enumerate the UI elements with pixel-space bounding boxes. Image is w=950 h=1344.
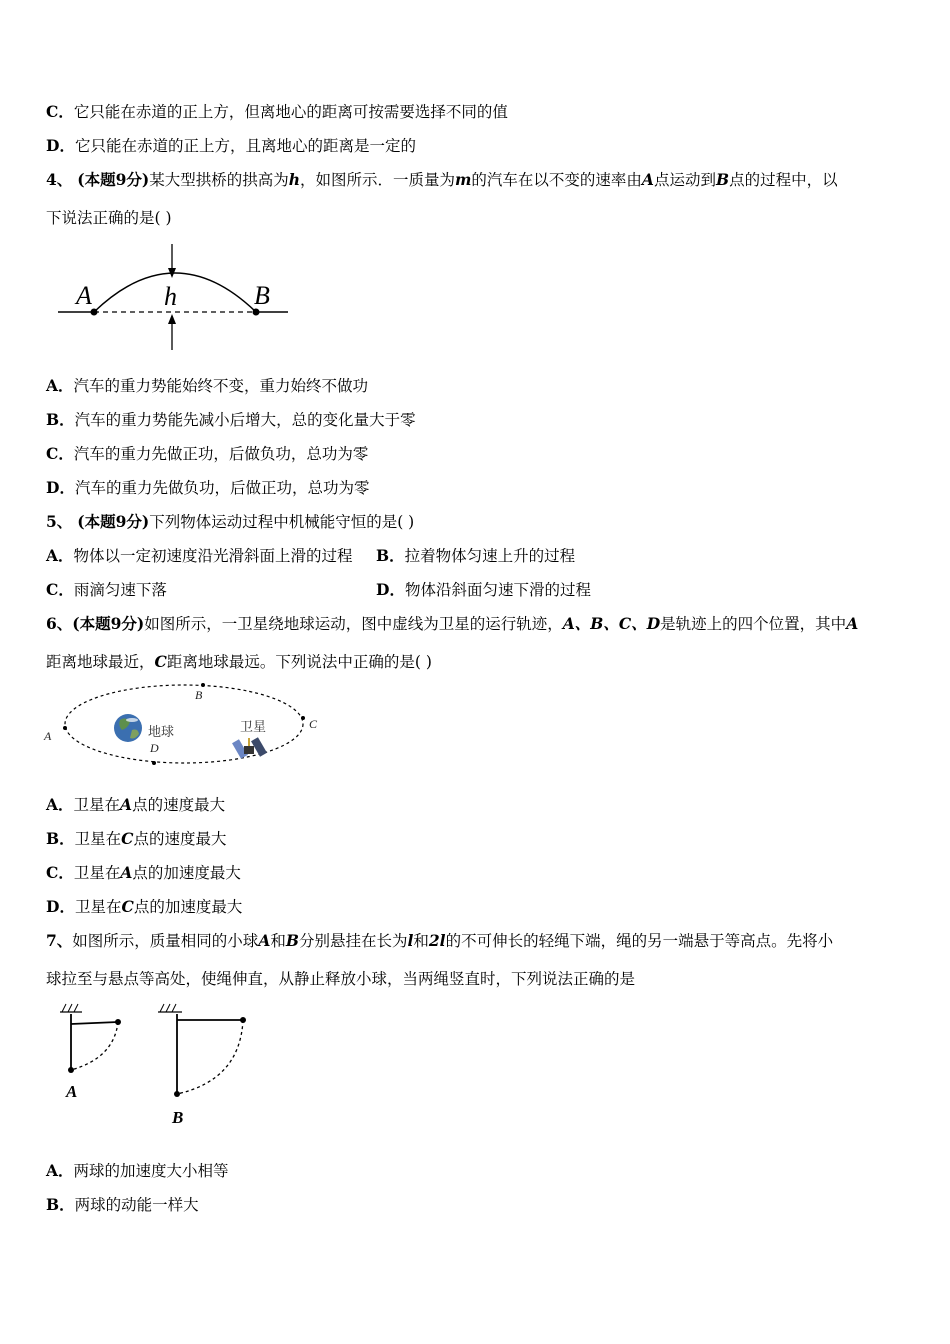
q4-stem-line1: 4、 (本题9分)某大型拱桥的拱高为h，如图所示．一质量为m的汽车在以不变的速率由A点运动到B点的过程中，以: [46, 170, 838, 189]
q4-stem-line2: 下说法正确的是( ): [46, 209, 172, 227]
arch-bridge-figure: [56, 240, 296, 355]
q4-option-b: B．汽车的重力势能先减小后增大，总的变化量大于零: [46, 410, 416, 429]
q6-option-b: B．卫星在C点的速度最大: [46, 829, 227, 848]
orbit-label-c: C: [309, 717, 318, 731]
label-b: B: [254, 281, 270, 310]
q6-stem-line2: 距离地球最近，C距离地球最远。下列说法中正确的是( ): [46, 652, 432, 671]
earth-icon: [114, 714, 142, 742]
q6-option-a: A．卫星在A点的速度最大: [46, 795, 226, 814]
q6-stem-line1: 6、(本题9分)如图所示，一卫星绕地球运动，图中虚线为卫星的运行轨迹，A、B、C、D是轨迹上的四个位置，其中A: [46, 614, 859, 633]
point-c-dot: [301, 716, 305, 720]
label-h: h: [164, 282, 177, 311]
q6-option-d: D．卫星在C点的加速度最大: [46, 897, 243, 916]
point-b-dot: [201, 683, 205, 687]
q4-option-a: A．汽车的重力势能始终不变，重力始终不做功: [46, 376, 369, 395]
q4-option-c: C．汽车的重力先做正功，后做负功，总功为零: [46, 444, 369, 463]
ball-b-label: B: [172, 1108, 184, 1127]
orbit-ellipse: [65, 685, 303, 763]
q7-stem-line1: 7、如图所示，质量相同的小球A和B分别悬挂在长为l和2l的不可伸长的轻绳下端，绳的另一端悬于等高点。先将小: [46, 931, 834, 950]
q4-option-d: D．汽车的重力先做负功，后做正功，总功为零: [46, 478, 370, 497]
point-a-dot: [63, 726, 67, 730]
q5-option-d: D．物体沿斜面匀速下滑的过程: [376, 580, 591, 599]
q6-option-c: C．卫星在A点的加速度最大: [46, 863, 241, 882]
arrow-up-icon: [168, 314, 176, 324]
q5-option-b: B．拉着物体匀速上升的过程: [376, 546, 576, 565]
pendulum-b: [158, 1004, 246, 1097]
q7-option-b: B．两球的动能一样大: [46, 1195, 199, 1214]
q5-stem: 5、 (本题9分)下列物体运动过程中机械能守恒的是( ): [46, 512, 415, 531]
satellite-label: 卫星: [240, 719, 267, 734]
q5-option-a: A．物体以一定初速度沿光滑斜面上滑的过程: [46, 546, 353, 565]
pendulum-a: [60, 1004, 121, 1073]
orbit-label-a: A: [44, 729, 52, 743]
point-d-dot: [152, 761, 156, 765]
satellite-orbit-figure: [40, 680, 330, 775]
q7-option-a: A．两球的加速度大小相等: [46, 1161, 229, 1180]
ball-a-label: A: [66, 1082, 78, 1101]
orbit-label-d: D: [150, 741, 159, 755]
q3-option-c: C．它只能在赤道的正上方，但离地心的距离可按需要选择不同的值: [46, 102, 508, 121]
q5-option-c: C．雨滴匀速下落: [46, 580, 167, 599]
satellite-icon: [232, 737, 267, 759]
orbit-label-b: B: [195, 688, 203, 702]
q7-stem-line2: 球拉至与悬点等高处，使绳伸直，从静止释放小球，当两绳竖直时，下列说法正确的是: [46, 970, 636, 988]
q3-option-d: D．它只能在赤道的正上方，且离地心的距离是一定的: [46, 136, 416, 155]
earth-label: 地球: [148, 724, 175, 739]
label-a: A: [76, 281, 92, 310]
pendulum-figure: [50, 1000, 270, 1130]
